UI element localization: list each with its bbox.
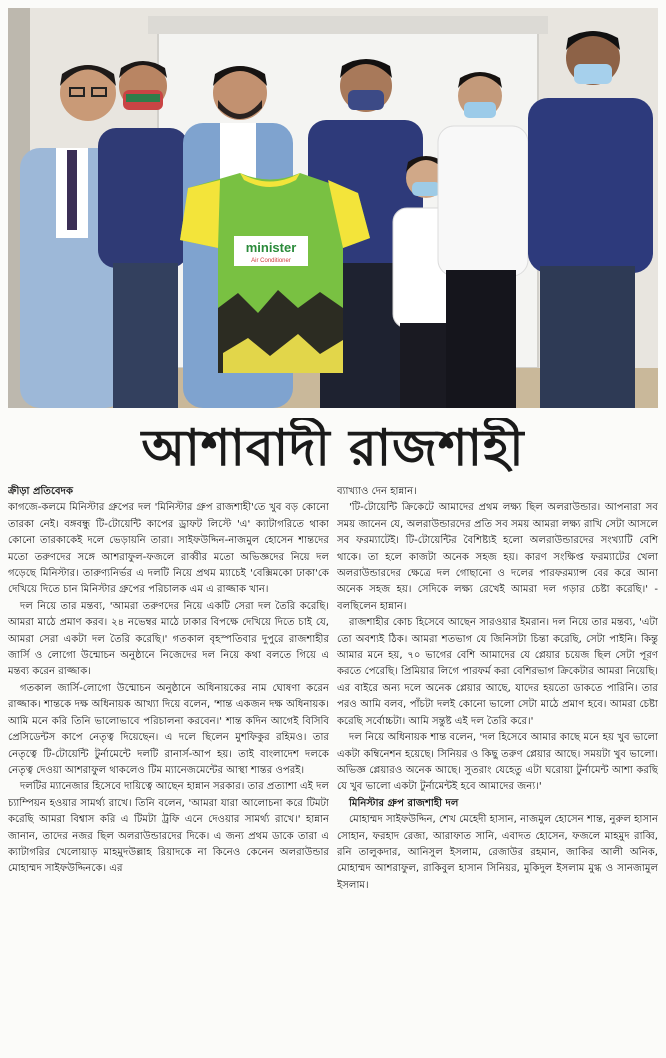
article-body [8, 484, 658, 1056]
jersey-sponsor-sub: Air Conditioner [251, 258, 291, 264]
squad-list: মোহাম্মদ সাইফউদ্দিন, শেখ মেহেদী হাসান, নাজমুল হোসেন শান্ত, নুরুল হাসান সোহান, ফরহাদ রেজা, আরাফাত সানি, এবাদত হোসেন, ফজলে মাহমুদ রাব্বি, রনি তালুকদার, আনিসুল ইসলাম, রেজাউর রহমান, জাকির আলী অনিক, মোহাম্মদ আশরাফুল, রাকিবুল হাসান সিনিয়র, মুকিদুল ইসলাম মুগ্ধ ও সানজামুল ইসলাম। [337, 814, 658, 891]
byline: ক্রীড়া প্রতিবেদক [8, 486, 74, 497]
paragraph: দল নিয়ে অধিনায়ক শান্ত বলেন, 'দল হিসেবে আমার কাছে মনে হয় খুব ভালো একটা কম্বিনেশন হয়েছে। সিনিয়র ও কিছু তরুণ প্লেয়ার আছে। সময়টা খুব ভালো। অভিজ্ঞ প্লেয়ারও অনেক আছে। সুতরাং যেহেতু এটা ঘরোয়া টুর্নামেন্ট আশা করছি যে খুব ভালো একটা টুর্নামেন্টই হবে আমাদের জন্য।' [337, 732, 658, 793]
paragraph: ব্যাখ্যাও দেন হান্নান। [337, 486, 417, 497]
article-column-left [8, 484, 329, 1056]
squad-heading: মিনিস্টার গ্রুপ রাজশাহী দল [349, 797, 459, 809]
jersey-sponsor: minister [245, 240, 297, 255]
jersey-launch-photo [8, 8, 658, 408]
headline: আশাবাদী রাজশাহী [141, 418, 525, 477]
paragraph: রাজশাহীর কোচ হিসেবে আছেন সারওয়ার ইমরান। দল নিয়ে তার মন্তব্য, 'এটা তো অবশ্যই ঠিক। আমরা শতভাগ যে জিনিসটা চিন্তা করেছি, সেটা পাইনি। কিন্তু আমার মনে হয়, ৭০ ভাগের বেশি আমাদের যে প্লেয়ার চয়েজ ছিল সেটা পূরণ করতে পেরেছি। প্রিমিয়ার লিগে পারফর্ম করা বেশিরভাগ ক্রিকেটার আমরা নিয়েছি। এর বাইরে অন্য দলে অনেক প্লেয়ার আছে, যাদের হয়তো ডাকতে পারিনি। তার পরও আমি বলব, পাঁচটা দলই কোনো ভালো সেটা মাঠে প্রমাণ হবে। আমরা চেষ্টা করেছি সর্বোচ্চটা। আমি সন্তুষ্ট এই দল তৈরি করে।' [337, 617, 658, 727]
paragraph: 'টি-টোয়েন্টি ক্রিকেটে আমাদের প্রথম লক্ষ্য ছিল অলরাউন্ডার। আপনারা সব সময় জানেন যে, অলরাউন্ডারদের প্রতি সব সময় আমরা লক্ষ্য রাখি সেটা আসলে সব ফরম্যাটেই। টি-টোয়েন্টির বৈশিষ্ট্যই হলো অলরাউন্ডারদের সংখ্যাটি বেশি থাকে। তা হলে কাজটা অনেক সহজ হয়। কারণ সংক্ষিপ্ত ফরম্যাটের খেলা অলরাউন্ডারদের ক্ষেত্রে দল গোছানো ও দলের পারফরম্যান্স বের করে আনা অনেক সহজ হয়। সেদিকে লক্ষ্য রেখেই আমরা দল গড়ার চেষ্টা করেছি।' - বলছিলেন হান্নান। [337, 502, 658, 612]
paragraph: দল নিয়ে তার মন্তব্য, 'আমরা তরুণদের নিয়ে একটি সেরা দল তৈরি করেছি। আমরা মাঠে প্রমাণ করব। ২৪ নভেম্বর মাঠে ঢাকার বিপক্ষে দেখিয়ে দিতে চাই যে, আমরা সেরা একটা দল তৈরি করেছি।' গতকাল বৃহস্পতিবার দুপুরে রাজশাহীর জার্সি ও লোগো উন্মোচন অনুষ্ঠানে নিজেদের দল নিয়ে কথা বলতে গিয়ে এ মন্তব্য করেন রাজ্জাক। [8, 600, 329, 678]
paragraph: কাগজে-কলমে মিনিস্টার গ্রুপের দল 'মিনিস্টার গ্রুপ রাজশাহী'তে খুব বড় কোনো তারকা নেই। বঙ্গবন্ধু টি-টোয়েন্টি কাপের ড্রাফট লিস্টে 'এ' ক্যাটাগরিতে থাকা কোনো তারকাকেই দলে ভেড়ায়নি তারা। সাইফউদ্দিন-নাজমুল হোসেন শান্তদের মতো তরুণদের সঙ্গে আশরাফুল-ফজলে রাব্বীর মতো অভিজ্ঞদের নিয়ে দল গড়েছে মিনিস্টার। তারুণ্যনির্ভর এ দলটি নিয়ে প্রথম ম্যাচেই 'বেক্সিমকো ঢাকা'কে দেখিয়ে দিতে চান মিনিস্টার গ্রুপের পরিচালক এম এ রাজ্জাক খান। [8, 502, 329, 596]
article-column-right [337, 484, 658, 1056]
paragraph: দলটির ম্যানেজার হিসেবে দায়িত্বে আছেন হান্নান সরকার। তার প্রত্যাশা এই দল চ্যাম্পিয়ন হওয়ার সামর্থ্য রাখে। তিনি বলেন, 'আমরা যারা আলোচনা করে টিমটা করেছি আমরা বিশ্বাস করি এ টিমটা ট্রফি এনে দেওয়ার সামর্থ্য রাখে।' হান্নান জানান, তাদের নজর ছিল অলরাউন্ডারদের দিকে। এ জন্য প্রথম ডাকে তারা এ ক্যাটাগরির খেলোয়াড় মাহমুদউল্লাহ রিয়াদকে না কিনেও কেনেন অলরাউন্ডার মোহাম্মদ সাইফউদ্দিনকে। এর [8, 781, 329, 875]
paragraph: গতকাল জার্সি-লোগো উন্মোচন অনুষ্ঠানে অধিনায়কের নাম ঘোষণা করেন রাজ্জাক। শান্তকে দক্ষ অধিনায়ক আখ্যা দিয়ে বলেন, 'শান্ত একজন দক্ষ অধিনায়ক। আমি মনে করি তিনি ভালোভাবে পরিচালনা করবেন।' শান্ত কদিন আগেই বিসিবি প্রেসিডেন্টস কাপে নেতৃত্ব দিয়েছেন। এ দলে ছিলেন মুশফিকুর রহিমও। তার নেতৃত্বে টি-টোয়েন্টি টুর্নামেন্টে দলটি রানার্স-আপ হয়। তাই বাংলাদেশ দলকে নেতৃত্ব দেওয়া আশরাফুল থাকলেও টিম ম্যানেজমেন্টের আস্থা শান্তর ওপরই। [8, 682, 329, 776]
news-photo [8, 8, 658, 408]
